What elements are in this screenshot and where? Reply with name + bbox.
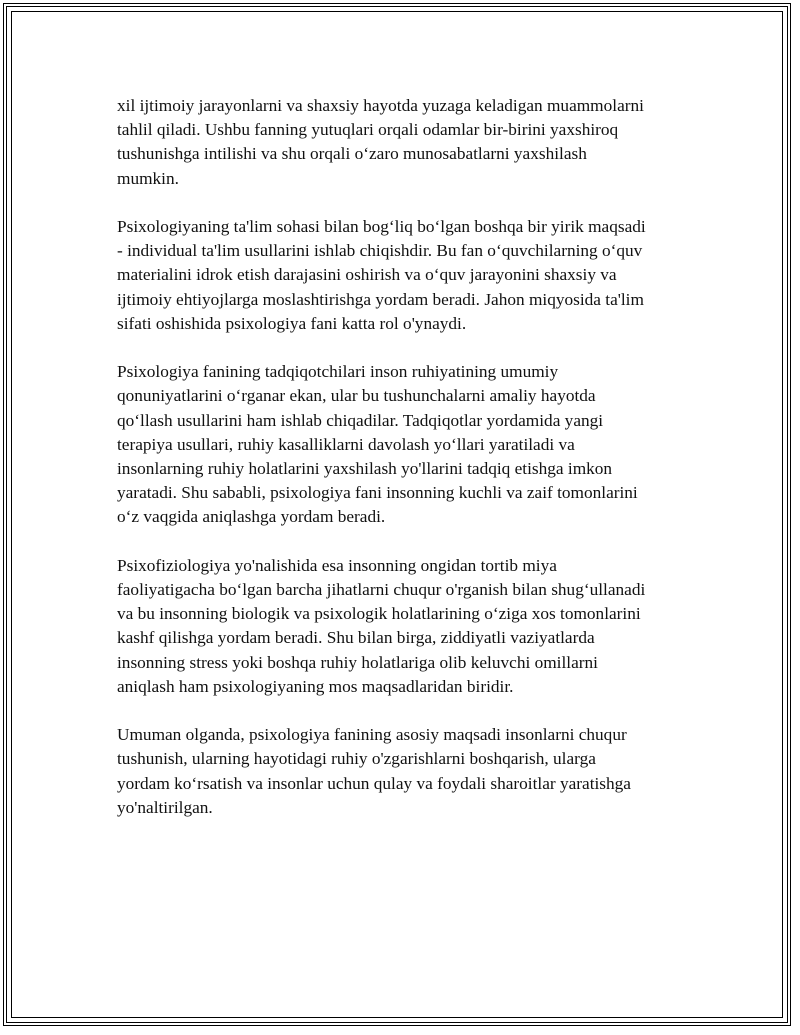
paragraph-5: Umuman olganda, psixologiya fanining asosiy maqsadi insonlarni chuqur tushunish, ularning hayotidagi ruhiy o'zgarishlarni boshqarish, ularga yordam ko‘rsatish va insonlar uchun qulay va foydali sharoitlar yaratishga yo'naltirilgan. [117,725,631,817]
paragraph-4: Psixofiziologiya yo'nalishida esa insonning ongidan tortib miya faoliyatigacha bo‘lgan barcha jihatlarni chuqur o'rganish bilan shug‘ullanadi va bu insonning biologik va psixologik holatlarining o‘ziga xos tomonlarini kashf qilishga yordam beradi. Shu bilan birga, ziddiyatli vaziyatlarda insonning stress yoki boshqa ruhiy holatlariga olib keluvchi omillarni aniqlash ham psixologiyaning mos maqsadlaridan biridir. [117,555,646,696]
document-body [117,94,692,844]
paragraph-1: xil ijtimoiy jarayonlarni va shaxsiy hayotda yuzaga keladigan muammolarni tahlil qiladi. Ushbu fanning yutuqlari orqali odamlar bir-birini yaxshiroq tushunishga intilishi va shu orqali o‘zaro munosabatlarni yaxshilash mumkin. [117,96,644,188]
paragraph-2: Psixologiyaning ta'lim sohasi bilan bog‘liq bo‘lgan boshqa bir yirik maqsadi - individual ta'lim usullarini ishlab chiqishdir. Bu fan o‘quvchilarning o‘quv materialini idrok etish darajasini oshirish va o‘quv jarayonini shaxsiy va ijtimoiy ehtiyojlarga moslashtirishga yordam beradi. Jahon miqyosida ta'lim sifati oshishida psixologiya fani katta rol o'ynaydi. [117,217,646,333]
paragraph-3: Psixologiya fanining tadqiqotchilari inson ruhiyatining umumiy qonuniyatlarini o‘rganar ekan, ular bu tushunchalarni amaliy hayotda qo‘llash usullarini ham ishlab chiqadilar. Tadqiqotlar yordamida yangi terapiya usullari, ruhiy kasalliklarni davolash yo‘llari yaratiladi va insonlarning ruhiy holatlarini yaxshilash yo'llarini tadqiq etishga imkon yaratadi. Shu sababli, psixologiya fani insonning kuchli va zaif tomonlarini o‘z vaqgida aniqlashga yordam beradi. [117,362,638,527]
